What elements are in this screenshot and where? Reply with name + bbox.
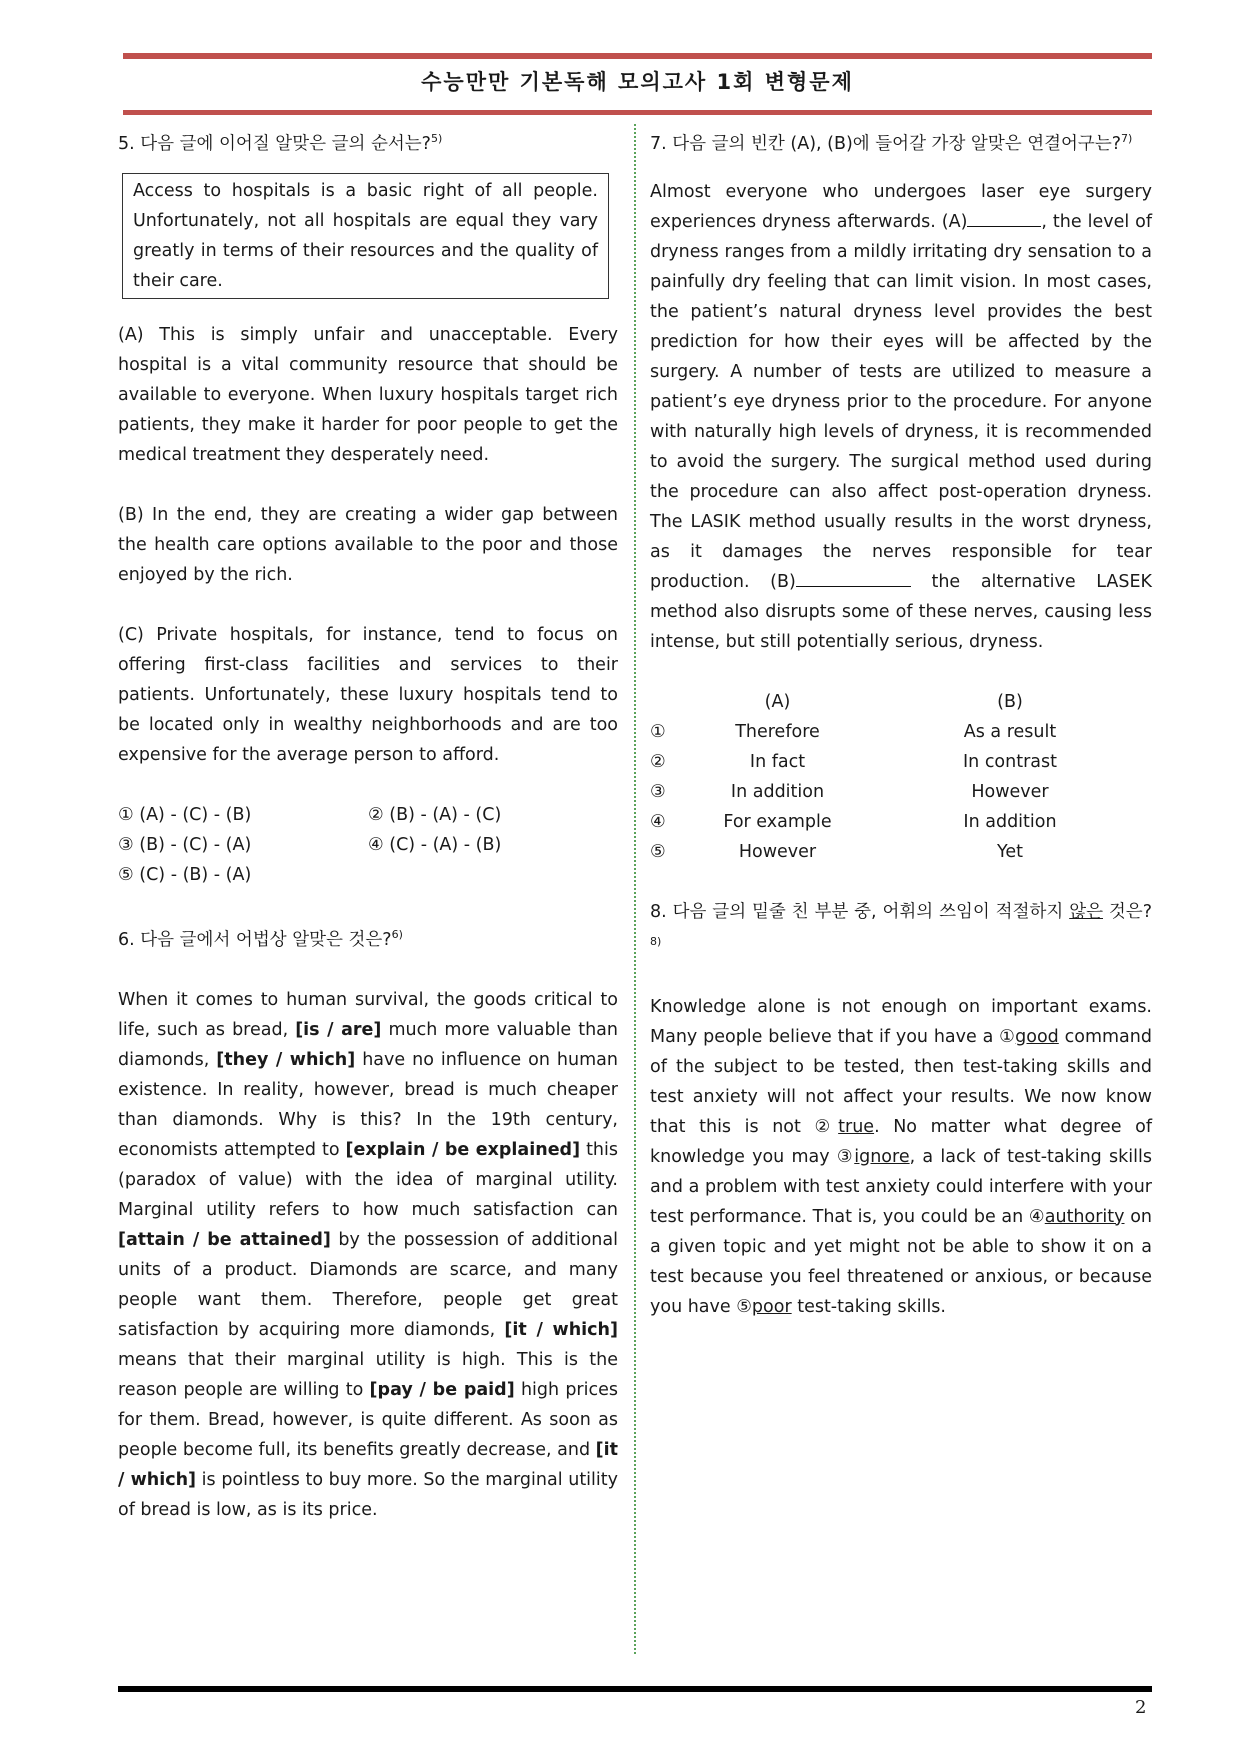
footer-rule — [118, 1686, 1152, 1692]
question-8-passage: Knowledge alone is not enough on important exams. Many people believe that if you have a ①good command of the subject to be tested, then test-taking skills and test anxiety will not affect your results. We now know that this is not ②true. No matter what degree of knowledge you may ③ignore, a lack of test-taking skills and a problem with test anxiety could interfere with your test performance. That is, you could be an ④authority on a given topic and yet might not be able to show it on a test because you feel threatened or anxious, or because you have ⑤poor test-taking skills. — [650, 996, 1152, 1317]
underlined-word-1: good — [1015, 1026, 1059, 1047]
underlined-word-3: ignore — [854, 1146, 910, 1167]
choice-3[interactable]: ③ (B) - (C) - (A) — [118, 834, 252, 855]
grammar-choice-4: [attain / be attained] — [118, 1229, 331, 1250]
question-5-choices — [118, 800, 618, 890]
question-5-heading: 5. 다음 글에 이어질 알맞은 글의 순서는?$^{5)}$ — [118, 132, 443, 154]
header-top-rule — [123, 53, 1152, 59]
underlined-word-4: authority — [1044, 1206, 1125, 1227]
column-b-header: (B) — [997, 691, 1023, 712]
question-5-paragraph-c: (C) Private hospitals, for instance, tend to focus on offering first-class facilities and services to their patients. Unfortunately, these luxury hospitals tend to be located only in wealthy neighborhoods and are too expensive for the average person to afford. — [118, 624, 618, 765]
question-7-heading: 7. 다음 글의 빈칸 (A), (B)에 들어갈 가장 알맞은 연결어구는?$^{7)}$ — [650, 132, 1133, 154]
column-divider — [634, 124, 636, 1654]
option-5-number[interactable]: ⑤ — [650, 841, 666, 862]
page-number: 2 — [1135, 1697, 1147, 1718]
question-7-options: (A) (B) ① Therefore As a result ② In fact In contrast ③ In addition However ④ For example In addition ⑤ However Yet — [650, 687, 1152, 867]
underlined-word-5: poor — [751, 1296, 792, 1317]
page-title: 수능만만 기본독해 모의고사 1회 변형문제 — [421, 70, 854, 94]
question-6-heading: 6. 다음 글에서 어법상 알맞은 것은?$^{6)}$ — [118, 927, 403, 950]
choice-4[interactable]: ④ (C) - (A) - (B) — [368, 834, 502, 855]
right-column — [650, 124, 1152, 1322]
grammar-choice-6: [pay / be paid] — [369, 1379, 515, 1400]
question-7-passage: Almost everyone who undergoes laser eye surgery experiences dryness afterwards. (A) , the level of dryness ranges from a mildly irritating dry sensation to a painfully dry feeling that can limit vision. In most cases, the patient’s natural dryness level provides the best prediction for how their eyes will be affected by the surgery. A number of tests are utilized to measure a patient’s eye dryness prior to the procedure. For anyone with naturally high levels of dryness, it is recommended to avoid the surgery. The surgical method used during the procedure can also affect post-operation dryness. The LASIK method usually results in the worst dryness, as it damages the nerves responsible for tear production. (B) the alternative LASEK method also disrupts some of these nerves, causing less intense, but still potentially serious, dryness. — [650, 181, 1153, 652]
underlined-word-2: true — [838, 1116, 875, 1137]
question-5-paragraph-a: (A) This is simply unfair and unacceptable. Every hospital is a vital community resource that should be available to everyone. When luxury hospitals target rich patients, they make it harder for poor people to get the medical treatment they desperately need. — [118, 324, 618, 465]
blank-b — [796, 568, 911, 587]
blank-a — [967, 208, 1041, 227]
option-2-number[interactable]: ② — [650, 751, 666, 772]
grammar-choice-7: [it / which] — [118, 1439, 618, 1490]
choice-2[interactable]: ② (B) - (A) - (C) — [368, 804, 502, 825]
column-a-header: (A) — [764, 691, 791, 712]
question-8-heading: 8. 다음 글의 밑줄 친 부분 중, 어휘의 쓰임이 적절하지 않은 것은?$^{8)}$ — [650, 901, 1152, 948]
choice-1[interactable]: ① (A) - (C) - (B) — [118, 804, 252, 825]
grammar-choice-5: [it / which] — [504, 1319, 618, 1340]
option-3-number[interactable]: ③ — [650, 781, 666, 802]
question-5-given-text-box — [122, 173, 609, 299]
header-bottom-rule — [123, 110, 1152, 115]
question-5-given-text: Access to hospitals is a basic right of all people. Unfortunately, not all hospitals are equal they vary greatly in terms of their resources and the quality of their care. — [133, 180, 598, 291]
question-5-paragraph-b: (B) In the end, they are creating a wider gap between the health care options available to the poor and those enjoyed by the rich. — [118, 504, 618, 585]
choice-5[interactable]: ⑤ (C) - (B) - (A) — [118, 864, 252, 885]
left-column — [118, 124, 618, 1525]
question-6-passage: When it comes to human survival, the goods critical to life, such as bread, [is / are] much more valuable than diamonds, [they / which] have no influence on human existence. In reality, however, bread is much cheaper than diamonds. Why is this? In the 19th century, economists attempted to [explain / be explained] this (paradox of value) with the idea of marginal utility. Marginal utility refers to how much satisfaction can [attain / be attained] by the possession of additional units of a product. Diamonds are scarce, and many people want them. Therefore, people get great satisfaction by acquiring more diamonds, [it / which] means that their marginal utility is high. This is the reason people are willing to [pay / be paid] high prices for them. Bread, however, is quite different. As soon as people become full, its benefits greatly decrease, and [it / which] is pointless to buy more. So the marginal utility of bread is low, as is its price. — [118, 989, 618, 1520]
grammar-choice-3: [explain / be explained] — [345, 1139, 581, 1160]
option-1-number[interactable]: ① — [650, 721, 666, 742]
grammar-choice-2: [they / which] — [216, 1049, 356, 1070]
option-4-number[interactable]: ④ — [650, 811, 666, 832]
grammar-choice-1: [is / are] — [295, 1019, 382, 1040]
